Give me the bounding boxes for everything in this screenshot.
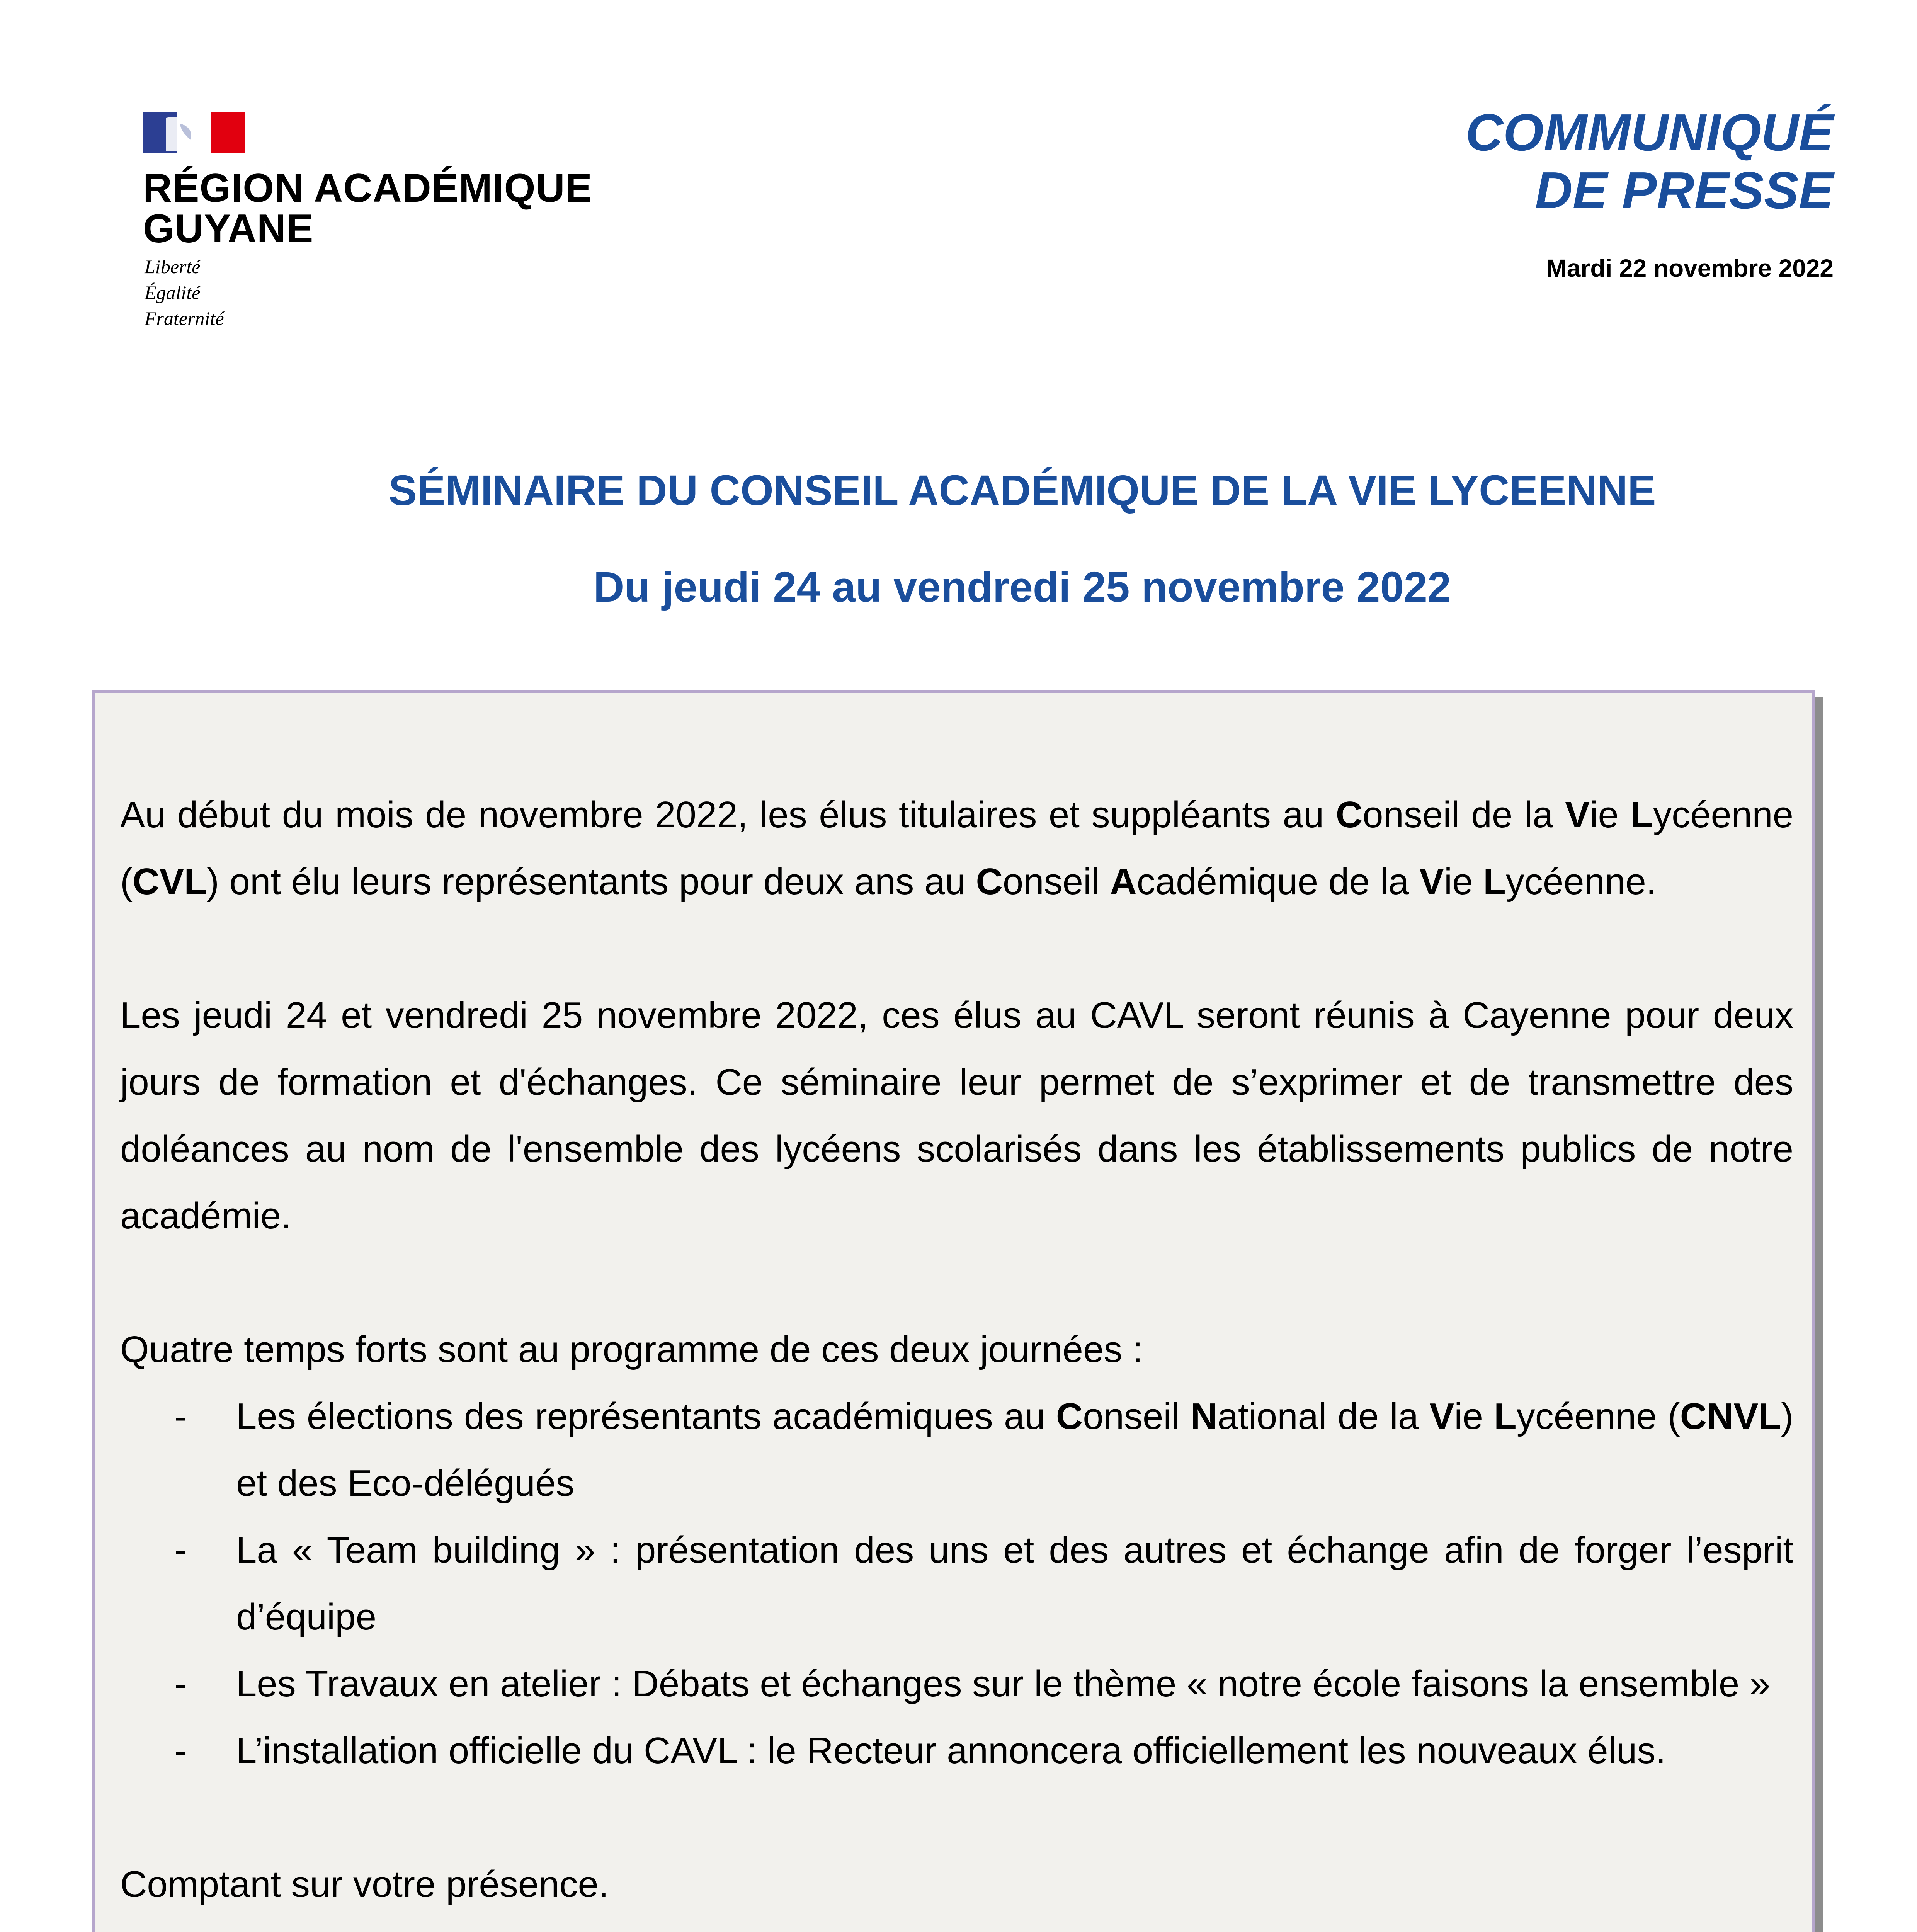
list-item: - Les élections des représentants académiques au Conseil National de la Vie Lycéenne (CNVL) et des Eco-délégués bbox=[120, 1383, 1793, 1517]
list-item: - Les Travaux en atelier : Débats et échanges sur le thème « notre école faisons la ensemble » bbox=[120, 1650, 1793, 1717]
doc-type-line2: DE PRESSE bbox=[1535, 161, 1834, 219]
dash-marker: - bbox=[174, 1663, 187, 1704]
dash-marker: - bbox=[174, 1730, 187, 1771]
paragraph-intro: Au début du mois de novembre 2022, les élus titulaires et suppléants au Conseil de la Vie Lycéenne (CVL) ont élu leurs représentants pour deux ans au Conseil Académique de la Vie Lycéenne. bbox=[120, 794, 1794, 902]
event-dates bbox=[0, 563, 1917, 611]
paragraph-seminar: Les jeudi 24 et vendredi 25 novembre 2022, ces élus au CAVL seront réunis à Cayenne pour deux jours de formation et d'échanges. Ce séminaire leur permet de s’exprimer et de transmettre des doléances au nom de l'ensemble des lycéens scolarisés dans les établissements publics de notre académie. bbox=[120, 995, 1793, 1236]
logo-region-academique bbox=[143, 112, 626, 344]
event-dates-text: Du jeudi 24 au vendredi 25 novembre 2022 bbox=[593, 563, 1451, 611]
logo-name-line2: GUYANE bbox=[143, 206, 314, 251]
motto-egalite: Égalité bbox=[145, 282, 201, 303]
list-item: - La « Team building » : présentation des uns et des autres et échange afin de forger l’esprit d’équipe bbox=[120, 1517, 1793, 1650]
paragraph-closing: Comptant sur votre présence. bbox=[120, 1864, 609, 1905]
header-date: Mardi 22 novembre 2022 bbox=[1546, 254, 1834, 282]
marianne-flag-icon bbox=[143, 112, 245, 153]
page-title bbox=[0, 469, 1917, 512]
dash-marker: - bbox=[174, 1396, 187, 1437]
paragraph-program-intro: Quatre temps forts sont au programme de ces deux journées : bbox=[120, 1329, 1143, 1370]
motto-fraternite: Fraternité bbox=[145, 308, 224, 329]
doc-type-line1: COMMUNIQUÉ bbox=[1465, 103, 1834, 162]
motto-liberte: Liberté bbox=[145, 256, 201, 277]
body-box bbox=[92, 690, 1815, 1932]
program-list bbox=[120, 1383, 1793, 1784]
list-item: - L’installation officielle du CAVL : le Recteur annoncera officiellement les nouveaux élus. bbox=[120, 1717, 1793, 1784]
body-content bbox=[120, 781, 1793, 1918]
logo-name-line1: RÉGION ACADÉMIQUE bbox=[143, 166, 592, 211]
dash-marker: - bbox=[174, 1529, 187, 1571]
page-title-text: SÉMINAIRE DU CONSEIL ACADÉMIQUE DE LA VIE LYCEENNE bbox=[388, 467, 1656, 514]
